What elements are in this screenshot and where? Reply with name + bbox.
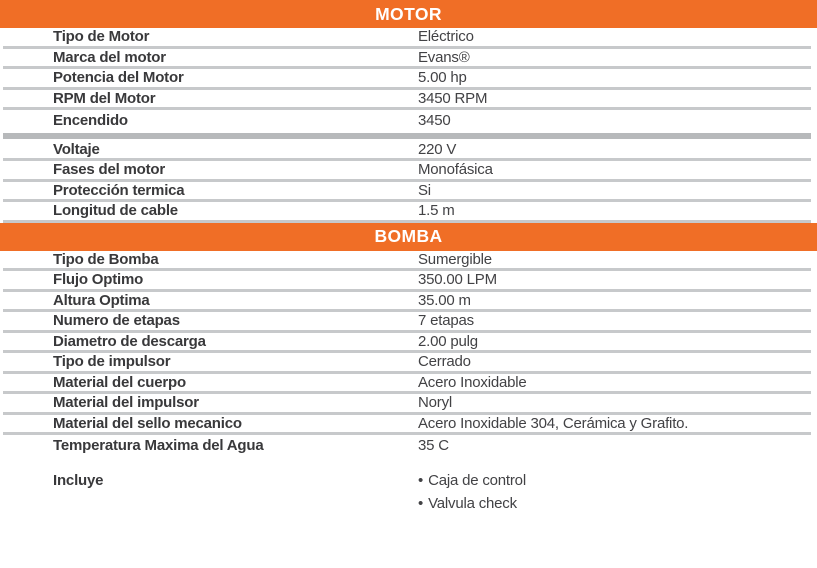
spec-value: Noryl: [418, 394, 453, 412]
spec-row: [3, 312, 811, 333]
spec-value: Monofásica: [418, 161, 493, 179]
bullet-text: Valvula check: [428, 494, 517, 512]
spec-row: [3, 69, 811, 90]
spec-row: [3, 182, 811, 203]
spec-row: [3, 415, 811, 436]
spec-label: Tipo de Motor: [53, 28, 150, 46]
spec-value: Acero Inoxidable: [418, 373, 527, 391]
spec-label: Numero de etapas: [53, 312, 180, 330]
spec-row: [3, 28, 811, 49]
bullet-item: [418, 492, 526, 515]
spec-value: Eléctrico: [418, 28, 474, 46]
spec-value: 220 V: [418, 140, 457, 158]
bullet-list: [418, 469, 526, 515]
bullet-icon: •: [418, 471, 424, 489]
spec-label: Material del sello mecanico: [53, 414, 242, 432]
spec-value: Cerrado: [418, 353, 471, 371]
spec-row: [3, 394, 811, 415]
spec-value: 1.5 m: [418, 202, 455, 220]
spec-label: Flujo Optimo: [53, 271, 144, 289]
bullet-text: Caja de control: [428, 471, 526, 489]
spec-label: Protección termica: [53, 181, 185, 199]
spec-value: Si: [418, 181, 431, 199]
spec-row: [3, 292, 811, 313]
spec-value: 2.00 pulg: [418, 332, 478, 350]
spec-value: 35 C: [418, 436, 449, 454]
spec-value: 5.00 hp: [418, 69, 467, 87]
spec-value: Acero Inoxidable 304, Cerámica y Grafito.: [418, 414, 689, 432]
spec-label: Altura Optima: [53, 291, 150, 309]
group-divider: [3, 133, 811, 139]
spec-label: Potencia del Motor: [53, 69, 184, 87]
spec-value: 35.00 m: [418, 291, 471, 309]
spec-label: Tipo de impulsor: [53, 353, 171, 371]
spec-label: Marca del motor: [53, 48, 166, 66]
spec-row: [3, 374, 811, 395]
incluye-row: [3, 456, 811, 515]
row-group: [3, 456, 811, 515]
spec-label: Temperatura Maxima del Agua: [53, 436, 264, 454]
spec-value: 350.00 LPM: [418, 271, 497, 289]
spec-label: Material del cuerpo: [53, 373, 186, 391]
spec-label: Incluye: [53, 471, 104, 489]
row-group: [3, 251, 811, 456]
spec-label: Fases del motor: [53, 161, 166, 179]
spec-value: 7 etapas: [418, 312, 474, 330]
bullet-icon: •: [418, 494, 424, 512]
spec-row: [3, 141, 811, 162]
spec-row: [3, 333, 811, 354]
spec-label: Material del impulsor: [53, 394, 199, 412]
spec-row: [3, 90, 811, 111]
spec-label: Diametro de descarga: [53, 332, 206, 350]
spec-row: [3, 271, 811, 292]
spec-row: [3, 251, 811, 272]
spec-value: 3450 RPM: [418, 89, 488, 107]
bullet-item: [418, 469, 526, 492]
spec-value: Sumergible: [418, 250, 492, 268]
spec-value: 3450: [418, 111, 451, 129]
spec-row: [3, 49, 811, 70]
spec-label: Encendido: [53, 111, 128, 129]
section-header-bomba: BOMBA: [0, 223, 817, 251]
spec-row: [3, 353, 811, 374]
section-motor: [0, 0, 817, 223]
spec-value: Evans®: [418, 48, 470, 66]
spec-label: Voltaje: [53, 140, 100, 158]
section-header-motor: MOTOR: [0, 0, 817, 28]
section-bomba: [0, 223, 817, 515]
spec-label: RPM del Motor: [53, 89, 156, 107]
spec-label: Longitud de cable: [53, 202, 178, 220]
row-group: [3, 28, 811, 131]
spec-row: [3, 161, 811, 182]
spec-label: Tipo de Bomba: [53, 250, 159, 268]
spec-row: [3, 110, 811, 131]
row-group: [3, 141, 811, 223]
spec-row: [3, 202, 811, 223]
spec-row: [3, 435, 811, 456]
